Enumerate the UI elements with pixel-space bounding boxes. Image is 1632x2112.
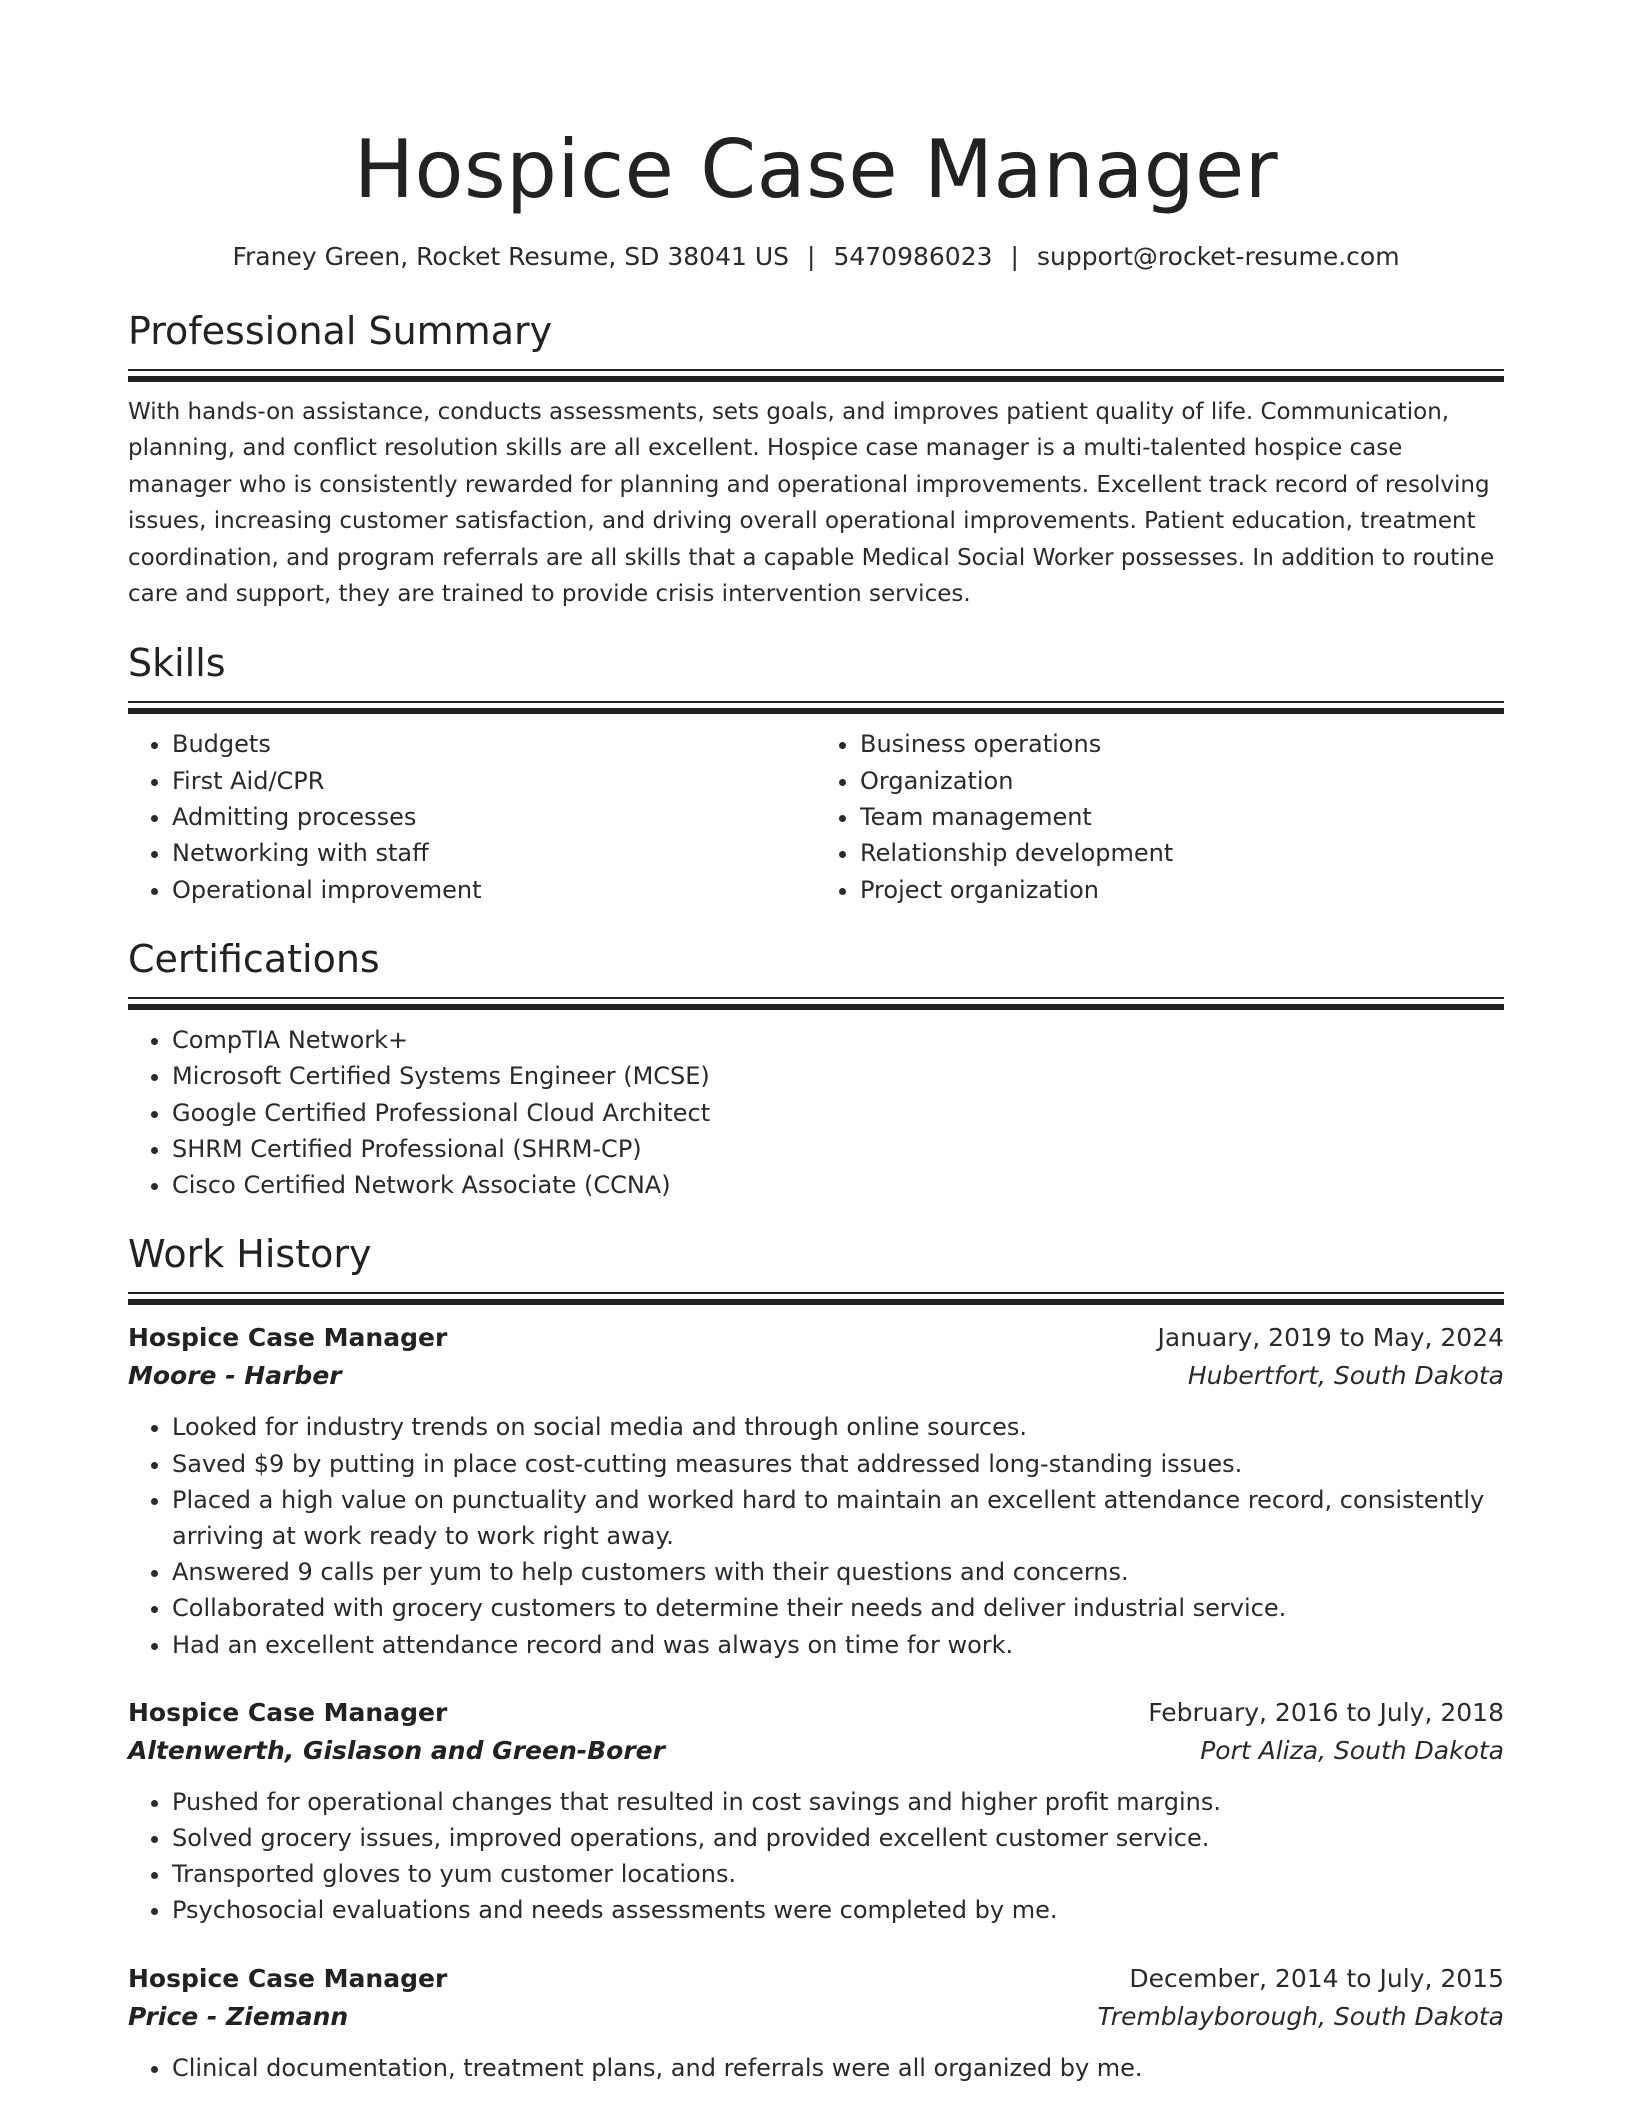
skill-item: • Budgets [172,726,816,762]
skill-item: • Team management [860,799,1504,835]
job-bullet-list [128,1409,1504,1662]
job-dates: January, 2019 to May, 2024 [1157,1323,1504,1353]
skills-grid [128,726,1504,907]
job-entry [128,1319,1504,1662]
section-divider [128,1292,1504,1307]
job-subheader [128,1732,1504,1770]
skill-item: • Relationship development [860,835,1504,871]
skills-list-right [816,726,1504,907]
job-bullet-list [128,2050,1504,2086]
skills-section [128,638,1504,907]
skill-item: • Operational improvement [172,872,816,908]
job-dates: December, 2014 to July, 2015 [1129,1963,1504,1993]
contact-phone: 5470986023 [833,242,993,271]
job-location: Tremblayborough, South Dakota [1097,2001,1504,2031]
certification-item: • Microsoft Certified Systems Engineer (MCSE) [172,1058,1504,1094]
work-section [128,1229,1504,2085]
job-bullet: • Solved grocery issues, improved operations, and provided excellent customer service. [172,1820,1504,1856]
page-title: Hospice Case Manager [353,123,1279,216]
job-bullet: • Collaborated with grocery customers to determine their needs and deliver industrial service. [172,1590,1504,1626]
skill-item: • Business operations [860,726,1504,762]
work-heading: Work History [128,1232,372,1277]
skill-item: • First Aid/CPR [172,763,816,799]
job-header [128,1319,1504,1357]
summary-section [128,306,1504,612]
contact-address: Franey Green, Rocket Resume, SD 38041 US [232,242,790,271]
job-subheader [128,1998,1504,2036]
job-subheader [128,1357,1504,1395]
summary-heading: Professional Summary [128,309,553,353]
job-bullet: • Looked for industry trends on social media and through online sources. [172,1409,1504,1445]
skill-item: • Admitting processes [172,799,816,835]
summary-text: With hands-on assistance, conducts assessments, sets goals, and improves patient quality of life. Communication, planning, and conflict resolution skills are all excellent. Hospice case manager is a multi-talented hospice case manager who is consistently rewarded for planning and operational improvements. Excellent track record of resolving issues, increasing customer satisfaction, and driving overall operational improvements. Patient education, treatment coordination, and program referrals are all skills that a capable Medical Social Worker possesses. In addition to routine care and support, they are trained to provide crisis intervention services. [128,399,1495,608]
job-bullet: • Answered 9 calls per yum to help customers with their questions and concerns. [172,1554,1504,1590]
certification-item: • CompTIA Network+ [172,1022,1504,1058]
job-entry [128,1694,1504,1929]
resume-page [128,118,1504,2086]
job-bullet: • Placed a high value on punctuality and worked hard to maintain an excellent attendance record, consistently arriving at work ready to work right away. [172,1482,1504,1554]
job-bullet: • Pushed for operational changes that resulted in cost savings and higher profit margins. [172,1784,1504,1820]
job-company: Altenwerth, Gislason and Green-Borer [128,1735,665,1765]
job-title: Hospice Case Manager [128,1963,448,1993]
job-location: Port Aliza, South Dakota [1200,1735,1504,1765]
certification-item: • Google Certified Professional Cloud Architect [172,1095,1504,1131]
section-divider [128,701,1504,716]
certifications-list [128,1022,1504,1203]
job-bullet-list [128,1784,1504,1929]
job-bullet: • Had an excellent attendance record and was always on time for work. [172,1627,1504,1663]
skill-item: • Networking with staff [172,835,816,871]
job-bullet: • Saved $9 by putting in place cost-cutting measures that addressed long-standing issues. [172,1446,1504,1482]
job-bullet: • Transported gloves to yum customer locations. [172,1856,1504,1892]
job-bullet: • Clinical documentation, treatment plans, and referrals were all organized by me. [172,2050,1504,2086]
contact-separator: | [1010,242,1019,271]
certification-item: • Cisco Certified Network Associate (CCNA) [172,1167,1504,1203]
job-dates: February, 2016 to July, 2018 [1148,1697,1504,1727]
contact-separator: | [807,242,816,271]
job-company: Price - Ziemann [128,2001,349,2031]
certification-item: • SHRM Certified Professional (SHRM-CP) [172,1131,1504,1167]
skills-list-left [128,726,816,907]
certifications-section [128,934,1504,1203]
section-divider [128,997,1504,1012]
job-company: Moore - Harber [128,1361,342,1391]
job-title: Hospice Case Manager [128,1323,448,1353]
job-header [128,1694,1504,1732]
certifications-heading: Certifications [128,936,380,981]
job-bullet: • Psychosocial evaluations and needs assessments were completed by me. [172,1892,1504,1928]
section-divider [128,369,1504,384]
contact-email: support@rocket-resume.com [1036,242,1400,271]
skills-heading: Skills [128,641,226,686]
skill-item: • Project organization [860,872,1504,908]
job-entry [128,1960,1504,2086]
job-location: Hubertfort, South Dakota [1187,1361,1504,1391]
contact-line [128,238,1504,276]
job-title: Hospice Case Manager [128,1697,448,1727]
job-header [128,1960,1504,1998]
skill-item: • Organization [860,763,1504,799]
